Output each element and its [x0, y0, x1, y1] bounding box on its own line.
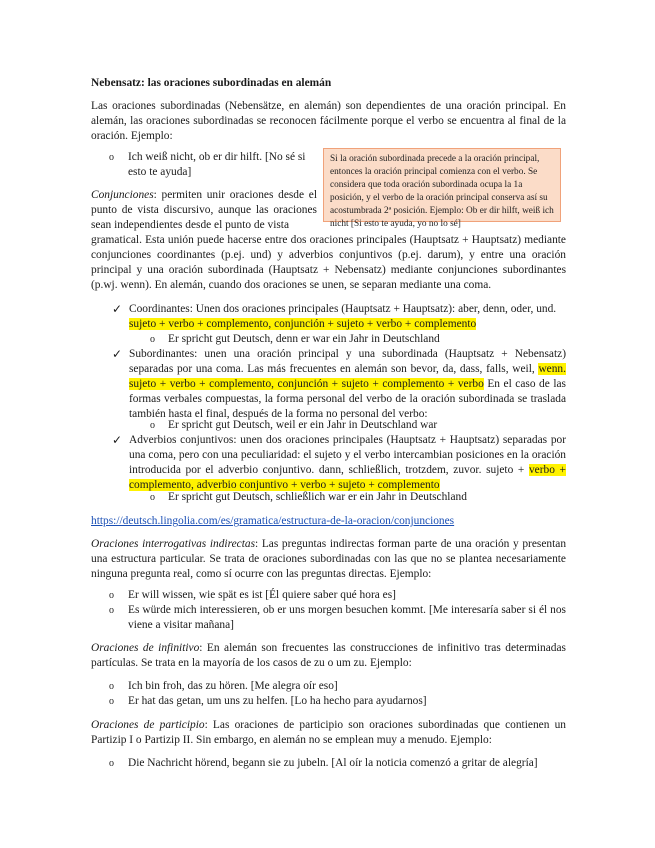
checkmark-icon: ✓: [112, 347, 123, 361]
bullet-icon: o: [150, 420, 155, 431]
bullet-icon: o: [109, 681, 114, 692]
interrogativas-example-2: Es würde mich interessieren, ob er uns morgen besuchen kommt. [Me interesaría saber si él nos viene a visitar mañana]: [128, 604, 566, 631]
page-title: Nebensatz: las oraciones subordinadas en alemán: [91, 77, 332, 89]
infinitivo-label: Oraciones de infinitivo: [91, 642, 200, 654]
adverbios-item: [129, 433, 566, 493]
bullet-icon: o: [150, 334, 155, 345]
coordinantes-example: Er spricht gut Deutsch, denn er war ein Jahr in Deutschland: [168, 333, 440, 345]
adverbios-text: Adverbios conjuntivos: unen dos oraciones principales (Hauptsatz + Hauptsatz) separadas por una coma, pero con una peculiaridad: el sujeto y el verbo intercambian posiciones en la oración introducida por el adverbio conjuntivo. dann, schließlich, trotzdem, zuvor. sujeto +: [129, 434, 566, 476]
participio-label: Oraciones de participio: [91, 719, 205, 731]
checkmark-icon: ✓: [112, 302, 123, 316]
bullet-icon: o: [150, 492, 155, 503]
bullet-icon: o: [109, 590, 114, 601]
conjunciones-label: Conjunciones: [91, 189, 154, 201]
example-main: Ich weiß nicht, ob er dir hilft. [No sé si esto te ayuda]: [128, 151, 306, 178]
coordinantes-highlight: sujeto + verbo + complemento, conjunción + sujeto + verbo + complemento: [129, 318, 477, 330]
interrogativas-text: : Las preguntas indirectas forman parte de una oración y presentan una estructura particular. Se trata de oraciones subordinadas con las que no se plantea necesariamente ninguna pregunta real, como sí ocurre con las preguntas directas. Ejemplo:: [91, 538, 567, 580]
bullet-icon: o: [109, 605, 114, 616]
lingolia-link-wrap: [91, 514, 571, 529]
coordinantes-item: [129, 302, 566, 332]
adverbios-example: Er spricht gut Deutsch, schließlich war er ein Jahr in Deutschland: [168, 491, 467, 503]
checkmark-icon: ✓: [112, 433, 123, 447]
participio-paragraph: [91, 718, 566, 748]
infinitivo-example-1: Ich bin froh, das zu hören. [Me alegra oír eso]: [128, 680, 338, 692]
subordinantes-item: [129, 347, 566, 422]
coordinantes-text: Coordinantes: Unen dos oraciones principales (Hauptsatz + Hauptsatz): aber, denn, oder, und.: [129, 303, 557, 315]
infinitivo-paragraph: [91, 641, 566, 671]
bullet-icon: o: [109, 152, 114, 163]
interrogativas-example-1: Er will wissen, wie spät es ist [Él quiere saber qué hora es]: [128, 589, 396, 601]
participio-example-1: Die Nachricht hörend, begann sie zu jubeln. [Al oír la noticia comenzó a gritar de alegría]: [128, 757, 538, 769]
subordinantes-example: Er spricht gut Deutsch, weil er ein Jahr in Deutschland war: [168, 419, 438, 431]
participio-text: : Las oraciones de participio son oraciones subordinadas que contienen un Partizip I o Partizip II. Sin embargo, en alemán no se emplean muy a menudo. Ejemplo:: [91, 719, 566, 746]
conjunciones-paragraph-rest: gramatical. Esta unión puede hacerse entre dos oraciones principales (Hauptsatz + Hauptsatz) mediante conjunciones coordinantes (p.ej. und) y adverbios conjuntivos (p.ej. darum), y entre una oración principal y una oración subordinada (Hauptsatz + Nebensatz) mediante conjunciones subordinantes (p.wj. wenn). En alemán, cuando dos oraciones se unen, se separan mediante una coma.: [91, 234, 566, 291]
note-box: Si la oración subordinada precede a la oración principal, entonces la oración principal comienza con el verbo. Se considera que toda oración subordinada ocupa la 1a posición, y el verbo de la oración principal conserva así su acostumbrada 2ª posición. Ejemplo: Ob er dir hilft, weiß ich nicht [Si esto te ayuda, yo no lo sé]: [323, 148, 561, 222]
subordinantes-extra: En el caso de las formas verbales compuestas, la forma personal del verbo de la oración subordinada se traslada también hasta el final, después de la forma no personal del verbo:: [129, 378, 566, 420]
adverbios-highlight: verbo + complemento, adverbio conjuntivo + verbo + sujeto + complemento: [129, 464, 566, 491]
infinitivo-text: : En alemán son frecuentes las construcciones de infinitivo tras determinadas partículas. Se trata en la mayoría de los casos de zu o um zu. Ejemplo:: [91, 642, 566, 669]
subordinantes-text: Subordinantes: unen una oración principal y una subordinada (Hauptsatz + Nebensatz) separadas por una coma. Las más frecuentes en alemán son bevor, da, dass, falls, weil,: [129, 348, 566, 375]
conjunciones-paragraph-start: [91, 188, 317, 233]
interrogativas-paragraph: [91, 537, 566, 582]
lingolia-link[interactable]: https://deutsch.lingolia.com/es/gramatica/estructura-de-la-oracion/conjunciones: [91, 515, 455, 527]
intro-paragraph: Las oraciones subordinadas (Nebensätze, en alemán) son dependientes de una oración principal. En alemán, las oraciones subordinadas se reconocen fácilmente porque el verbo se encuentra al final de la oración. Ejemplo:: [91, 100, 566, 142]
interrogativas-label: Oraciones interrogativas indirectas: [91, 538, 256, 550]
bullet-icon: o: [109, 758, 114, 769]
conjunciones-text-a: : permiten unir oraciones desde el punto de vista discursivo, aunque las oraciones sean independientes desde el punto de vista: [91, 189, 317, 231]
bullet-icon: o: [109, 696, 114, 707]
subordinantes-highlight: wenn. sujeto + verbo + complemento, conjunción + sujeto + complemento + verbo: [129, 363, 566, 390]
infinitivo-example-2: Er hat das getan, um uns zu helfen. [Lo ha hecho para ayudarnos]: [128, 695, 427, 707]
